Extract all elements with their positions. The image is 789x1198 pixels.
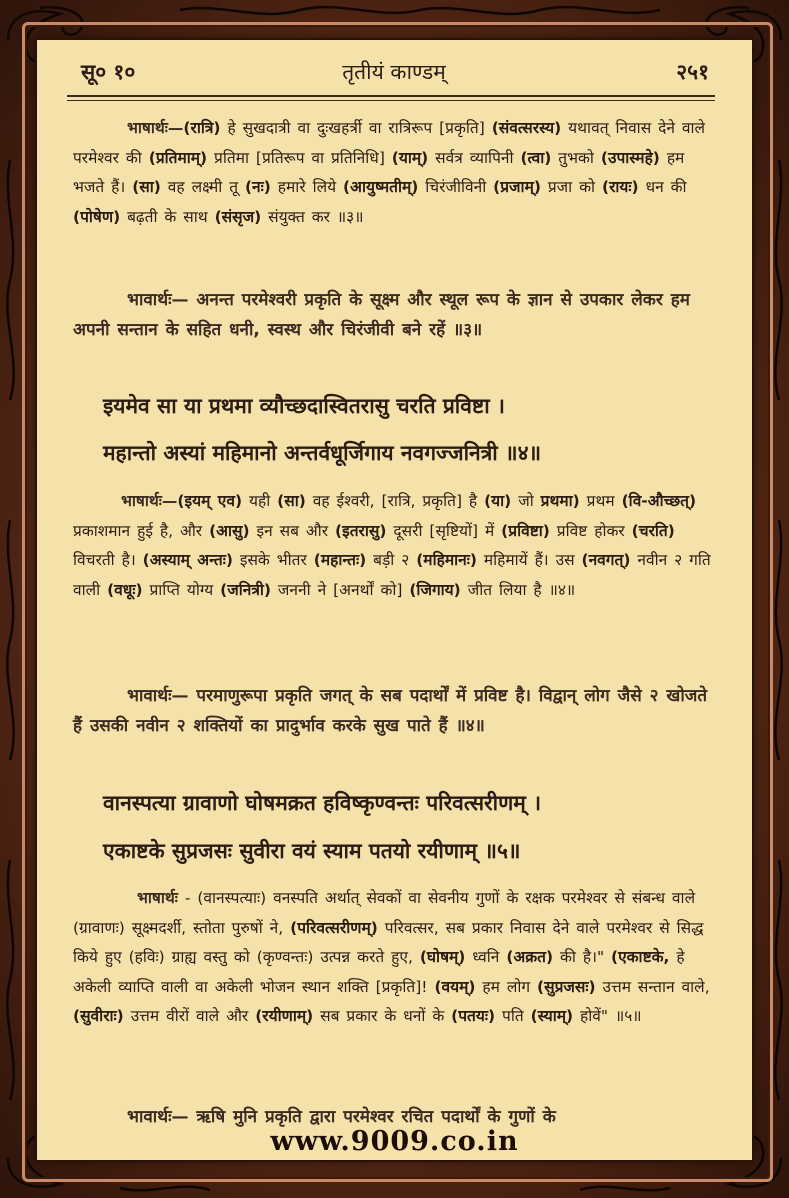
gloss-text: परिवत्सर, सब प्रकार निवास देने वाले परमेश्वर से सिद्ध किये हुए (हविः) ग्राह्य वस्तु को (कृण्वन्तः) उत्पन्न करते हुए,: [73, 918, 704, 966]
gloss-term: (रायः): [601, 178, 639, 196]
book-page: [37, 40, 752, 1160]
gloss-text: यथावत् निवास देने वाले परमेश्वर की: [73, 119, 706, 167]
gloss-term: (महान्तः): [313, 551, 367, 569]
gloss-text: इन सब और: [249, 521, 336, 540]
gloss-text: चिरंजीविनी: [418, 178, 494, 196]
paragraph-text: [73, 487, 713, 605]
page-header: [61, 56, 727, 92]
gloss-term: (जनित्री): [220, 580, 271, 599]
paragraph-runs: [73, 889, 710, 1025]
paragraph-text: [73, 114, 713, 232]
gloss-term: (इयम् एव): [177, 492, 243, 510]
gloss-text: बढ़ती के साथ: [120, 207, 215, 226]
paragraph-body: अनन्त परमेश्वरी प्रकृति के सूक्ष्म और स्थूल रूप के ज्ञान से उपकार लेकर हम अपनी सन्तान के सहित धनी, स्वस्थ और चिरंजीवी बने रहें ॥३॥: [73, 290, 690, 340]
gloss-term: (एकाष्टके,: [611, 948, 670, 966]
gloss-term: (आसु): [209, 521, 250, 540]
gloss-text: की है।": [553, 948, 611, 966]
bhasharth-paragraph-5: [73, 884, 713, 1032]
gloss-text: प्रतिमा [प्रतिरूप वा प्रतिनिधि]: [207, 148, 392, 167]
paragraph-lead: भाषार्थः—: [121, 492, 178, 510]
gloss-text: संयुक्त कर ॥३॥: [261, 207, 364, 226]
gloss-text: - (वानस्पत्याः) वनस्पति अर्थात् सेवकों वा सेवनीय गुणों के रक्षक परमेश्वर से संबन्ध वाले (ग्रावाणः) सूक्ष्मदर्शी, स्तोता पुरुषों ने,: [73, 889, 696, 937]
gloss-text: प्राप्ति योग्य: [142, 580, 221, 599]
verse-4-line-1: इयमेव सा या प्रथमा व्यौच्छदास्वितरासु चरति प्रविष्टा ।: [103, 394, 505, 418]
gloss-text: उत्तम सन्तान वाले,: [595, 977, 710, 996]
bhasharth-paragraph-4: [73, 487, 713, 605]
gloss-term: (संवत्सरस्य): [491, 119, 562, 137]
gloss-term: (चरति): [631, 521, 675, 540]
gloss-text: हे अकेली व्याप्ति वाली वा अकेली भोजन स्थान शक्ति [प्रकृति]!: [73, 948, 685, 996]
verse-4-line-2: महान्तो अस्यां महिमानो अन्तर्वधूर्जिगाय नवगज्जनित्री ॥४॥: [103, 441, 542, 465]
gloss-term: (नः): [244, 178, 271, 196]
kanda-title: तृतीयं काण्डम्: [342, 60, 446, 84]
gloss-term: (महिमानः): [416, 551, 477, 569]
gloss-term: (आयुष्मतीम्): [343, 178, 419, 196]
gloss-text: नवीन २ गति वाली: [73, 551, 711, 599]
gloss-term: (प्रविष्टा): [501, 521, 550, 540]
gloss-term: (वधूः): [107, 580, 143, 599]
gloss-term: (रात्रि): [183, 119, 221, 137]
gloss-term: (पोषेण): [73, 207, 121, 226]
gloss-term: (रयीणाम्): [255, 1007, 314, 1025]
gloss-text: हमारे लिये: [270, 178, 344, 196]
paragraph-text: [73, 884, 713, 1032]
gloss-text: होवें" ॥५॥: [573, 1007, 642, 1025]
paragraph-lead: भाषार्थः—: [127, 119, 184, 137]
paragraph-lead: भावार्थः—: [127, 686, 189, 706]
gloss-text: प्रजा को: [540, 178, 602, 196]
gloss-term: (उपास्महे): [600, 148, 660, 167]
paragraph-body: ऋषि मुनि प्रकृति द्वारा परमेश्वर रचित पदार्थों के गुणों के: [188, 1107, 556, 1127]
gloss-text: सब प्रकार के धनों के: [313, 1007, 452, 1025]
gloss-text: जो: [511, 492, 541, 510]
gloss-term: (वि-औच्छत्): [621, 492, 697, 510]
paragraph-body: परमाणुरूपा प्रकृति जगत् के सब पदार्थों में प्रविष्ट है। विद्वान् लोग जैसे २ खोजते हैं उसकी नवीन २ शक्तियों का प्रादुर्भाव करके सुख पाते हैं ॥४॥: [73, 686, 708, 736]
gloss-term: (घोषम्): [419, 948, 466, 966]
gloss-term: (सा): [132, 178, 161, 196]
gloss-text: दूसरी [सृष्टियों] में: [386, 521, 502, 540]
gloss-term: (त्वा): [520, 148, 552, 167]
gloss-term: (वयम्): [434, 977, 476, 996]
gloss-term: (स्याम्): [530, 1007, 574, 1025]
gloss-text: हे सुखदात्री वा दुःखहर्त्री वा रात्रिरूप [प्रकृति]: [220, 119, 492, 137]
gloss-text: वह ईश्वरी, [रात्रि, प्रकृति] है: [305, 492, 485, 510]
gloss-term: (संसृज): [214, 207, 262, 226]
bhasharth-paragraph-3: [73, 114, 713, 232]
gloss-term: (इतरासु): [335, 521, 387, 540]
gloss-text: जीत लिया है ॥४॥: [460, 580, 576, 599]
gloss-term: प्रथमा): [540, 492, 580, 510]
gloss-text: धन की: [638, 178, 687, 196]
gloss-term: (जिगाय): [409, 580, 461, 599]
gloss-term: (परिवत्सरीणम्): [290, 918, 378, 937]
header-rule: [67, 95, 715, 101]
gloss-text: बड़ी २: [366, 551, 417, 569]
gloss-text: इसके भीतर: [232, 551, 314, 569]
gloss-text: ध्वनि: [465, 948, 507, 966]
gloss-text: यही: [242, 492, 278, 510]
paragraph-lead: भावार्थः—: [127, 1107, 189, 1127]
gloss-term: (प्रजाम्): [493, 178, 541, 196]
gloss-text: विचरती है।: [73, 551, 143, 569]
gloss-text: उत्तम वीरों वाले और: [123, 1007, 256, 1025]
gloss-term: (सुप्रजसः): [537, 977, 596, 996]
gloss-term: (अक्रत): [506, 948, 554, 966]
gloss-text: पति: [495, 1007, 531, 1025]
gloss-text: जननी ने [अनर्थों को]: [271, 580, 410, 599]
paragraph-lead: भावार्थः—: [127, 290, 189, 310]
gloss-text: प्रकाशमान हुई है, और: [73, 521, 210, 540]
gloss-text: सर्वत्र व्यापिनी: [428, 148, 521, 167]
verse-5-line-1: वानस्पत्या ग्रावाणो घोषमक्रत हविष्कृण्वन्तः परिवत्सरीणम् ।: [103, 791, 542, 815]
gloss-term: (नवगत्): [581, 551, 631, 569]
gloss-term: (सुवीराः): [73, 1007, 124, 1025]
gloss-text: तुभको: [551, 148, 601, 167]
gloss-term: (अस्याम् अन्तः): [142, 551, 233, 569]
page-number: २५१: [676, 60, 709, 84]
paragraph-text: [73, 681, 713, 741]
sukta-number: सू० १०: [81, 60, 136, 84]
site-watermark: www.9009.co.in: [270, 1126, 519, 1157]
gloss-text: महिमायें हैं। उस: [476, 551, 582, 569]
gloss-term: (पतयः): [451, 1007, 496, 1025]
gloss-text: हम लोग: [475, 977, 538, 996]
gloss-text: प्रविष्ट होकर: [549, 521, 632, 540]
gloss-text: प्रथम: [579, 492, 622, 510]
gloss-term: (या): [484, 492, 512, 510]
paragraph-lead: भाषार्थः: [137, 889, 178, 907]
gloss-term: (याम्): [391, 148, 429, 167]
gloss-text: वह लक्ष्मी तू: [160, 178, 245, 196]
gloss-term: (प्रतिमाम्): [148, 148, 208, 167]
verse-5-line-2: एकाष्टके सुप्रजसः सुवीरा वयं स्याम पतयो रयीणाम् ॥५॥: [103, 839, 521, 863]
gloss-text: हम भजते हैं।: [73, 148, 685, 196]
gloss-term: (सा): [277, 492, 306, 510]
paragraph-text: [73, 285, 713, 345]
bhavarth-paragraph-4: [73, 681, 713, 741]
bhavarth-paragraph-3: [73, 285, 713, 345]
